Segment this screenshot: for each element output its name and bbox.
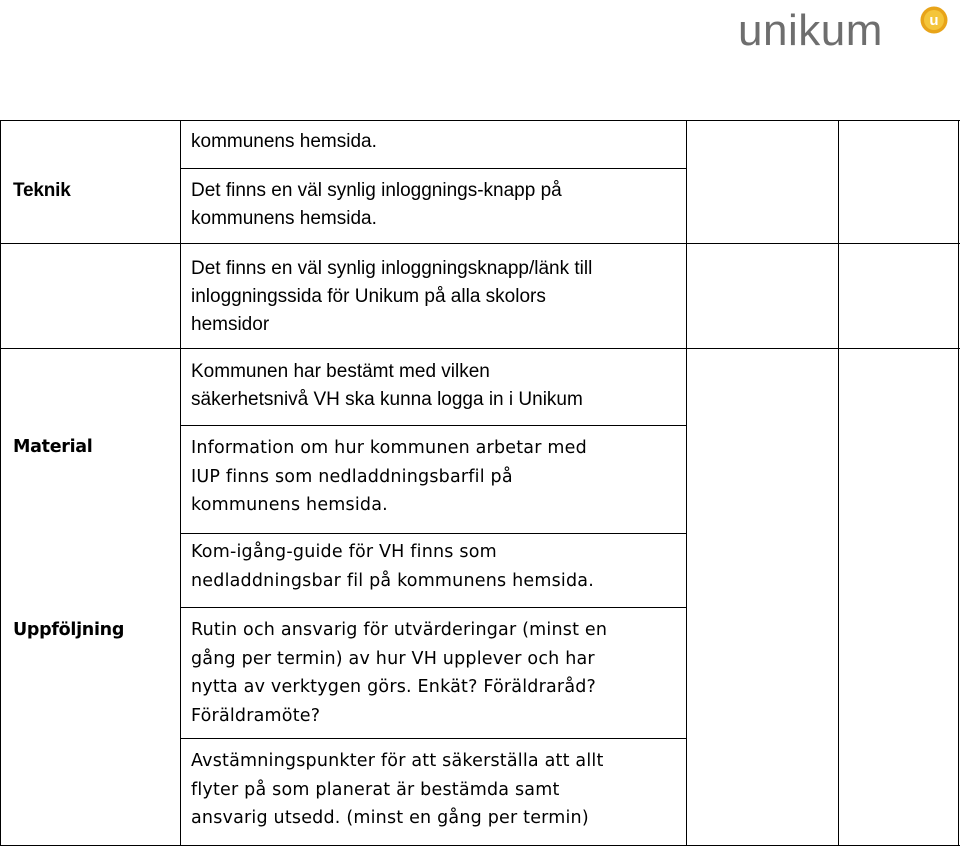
table-border <box>0 845 960 846</box>
category-teknik: Teknik <box>13 180 71 201</box>
table-border <box>180 120 181 845</box>
checklist-item: Information om hur kommunen arbetar med IUP finns som nedladdningsbarfil på kommunens hemsida. <box>191 438 587 515</box>
category-material: Material <box>13 437 93 457</box>
empty-column-b <box>839 121 958 845</box>
category-uppfoljning: Uppföljning <box>13 620 125 640</box>
checklist-item: Kom-igång-guide för VH finns som nedladdningsbar fil på kommunens hemsida. <box>191 542 594 591</box>
svg-text:u: u <box>929 12 939 29</box>
logo-wordmark: unikum <box>738 6 883 55</box>
table-border <box>180 168 686 169</box>
checklist-item: Rutin och ansvarig för utvärderingar (minst en gång per termin) av hur VH upplever och har nytta av verktygen görs. Enkät? Föräldraråd? Föräldramöte? <box>191 620 608 726</box>
checklist-item: Det finns en väl synlig inloggningsknapp/länk till inloggningssida för Unikum på alla skolors hemsidor <box>191 258 593 335</box>
table-border <box>180 738 686 739</box>
table-border <box>0 120 1 845</box>
table-border <box>180 425 686 426</box>
empty-column-a <box>687 121 838 845</box>
table-border <box>180 607 686 608</box>
checklist-item: Kommunen har bestämt med vilken säkerhetsnivå VH ska kunna logga in i Unikum <box>191 361 583 410</box>
checklist-item: kommunens hemsida. <box>191 131 377 152</box>
table-border <box>180 533 686 534</box>
table-border <box>958 120 959 845</box>
checklist-item: Avstämningspunkter för att säkerställa att allt flyter på som planerat är bestämda samt ansvarig utsedd. (minst en gång per termin) <box>191 751 604 828</box>
checklist-item: Det finns en väl synlig inloggnings-knapp på kommunens hemsida. <box>191 180 562 229</box>
